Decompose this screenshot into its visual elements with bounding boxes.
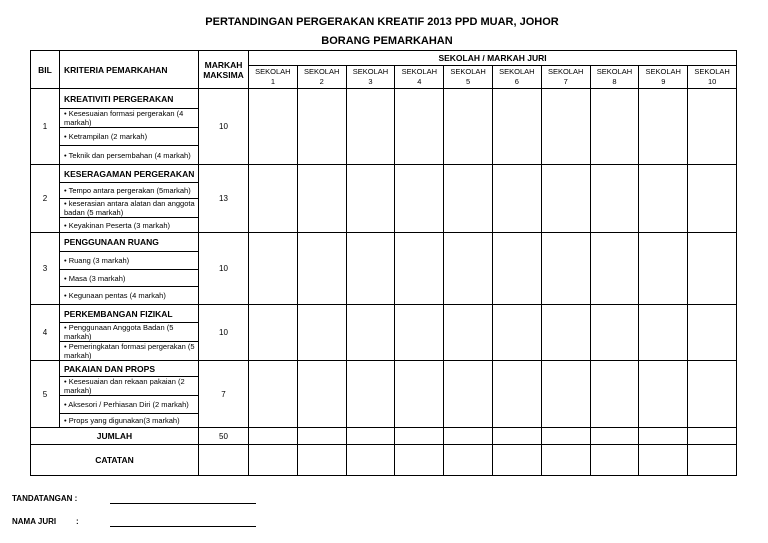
score-cell[interactable] — [688, 89, 737, 165]
score-cell[interactable] — [541, 305, 590, 361]
score-cell[interactable] — [444, 165, 493, 233]
criteria-title: KESERAGAMAN PERGERAKAN — [60, 165, 199, 183]
markah-maksima-cell: 10 — [199, 233, 249, 305]
score-cell[interactable] — [346, 361, 395, 428]
nama-juri-line[interactable] — [110, 526, 256, 527]
score-cell[interactable] — [639, 428, 688, 445]
school-header: SEKOLAH 6 — [492, 66, 541, 89]
criteria-item: • Ketrampilan (2 markah) — [60, 128, 199, 146]
school-header: SEKOLAH 5 — [444, 66, 493, 89]
header-sekolah-group: SEKOLAH / MARKAH JURI — [249, 51, 737, 66]
score-cell[interactable] — [395, 445, 444, 476]
score-cell[interactable] — [688, 428, 737, 445]
score-cell[interactable] — [297, 165, 346, 233]
criteria-title: KREATIVITI PERGERAKAN — [60, 89, 199, 109]
score-cell[interactable] — [249, 361, 298, 428]
criteria-title: PERKEMBANGAN FIZIKAL — [60, 305, 199, 323]
score-cell[interactable] — [297, 233, 346, 305]
tandatangan-line[interactable] — [110, 503, 256, 504]
score-cell[interactable] — [492, 305, 541, 361]
nama-juri-label: NAMA JURI — [12, 517, 57, 526]
score-cell[interactable] — [492, 233, 541, 305]
catatan-empty-cell — [199, 445, 249, 476]
score-cell[interactable] — [346, 89, 395, 165]
score-cell[interactable] — [395, 89, 444, 165]
score-cell[interactable] — [688, 361, 737, 428]
score-cell[interactable] — [688, 305, 737, 361]
tandatangan-row — [12, 494, 80, 503]
markah-maksima-cell: 10 — [199, 89, 249, 165]
score-cell[interactable] — [346, 233, 395, 305]
criteria-item: • Keyakinan Peserta (3 markah) — [60, 218, 199, 233]
score-cell[interactable] — [395, 428, 444, 445]
criteria-row — [31, 233, 737, 252]
criteria-item: • Teknik dan persembahan (4 markah) — [60, 146, 199, 165]
score-cell[interactable] — [444, 428, 493, 445]
school-header: SEKOLAH 8 — [590, 66, 639, 89]
form-subtitle: BORANG PEMARKAHAN — [321, 35, 453, 47]
score-cell[interactable] — [639, 89, 688, 165]
score-cell[interactable] — [249, 165, 298, 233]
score-cell[interactable] — [639, 233, 688, 305]
jumlah-label: JUMLAH — [31, 428, 199, 445]
score-cell[interactable] — [541, 89, 590, 165]
score-cell[interactable] — [590, 305, 639, 361]
score-cell[interactable] — [688, 165, 737, 233]
bil-cell: 4 — [31, 305, 60, 361]
score-cell[interactable] — [541, 233, 590, 305]
criteria-item: • Kesesuaian dan rekaan pakaian (2 markah) — [60, 377, 199, 396]
criteria-row — [31, 361, 737, 377]
score-cell[interactable] — [492, 445, 541, 476]
score-cell[interactable] — [444, 89, 493, 165]
score-cell[interactable] — [492, 428, 541, 445]
score-cell[interactable] — [297, 445, 346, 476]
score-cell[interactable] — [541, 445, 590, 476]
score-cell[interactable] — [346, 445, 395, 476]
score-cell[interactable] — [541, 165, 590, 233]
criteria-row — [31, 89, 737, 109]
markah-maksima-cell: 7 — [199, 361, 249, 428]
criteria-item: • Ruang (3 markah) — [60, 252, 199, 270]
score-cell[interactable] — [541, 361, 590, 428]
score-cell[interactable] — [590, 165, 639, 233]
score-cell[interactable] — [444, 361, 493, 428]
score-cell[interactable] — [249, 428, 298, 445]
criteria-item: • Tempo antara pergerakan (5markah) — [60, 183, 199, 199]
score-cell[interactable] — [395, 361, 444, 428]
catatan-label: CATATAN — [31, 445, 199, 476]
criteria-title: PAKAIAN DAN PROPS — [60, 361, 199, 377]
nama-juri-row — [12, 517, 79, 526]
score-cell[interactable] — [688, 445, 737, 476]
markah-maksima-cell: 13 — [199, 165, 249, 233]
criteria-item: • Pemeringkatan formasi pergerakan (5 markah) — [60, 342, 199, 361]
jumlah-row — [31, 428, 737, 445]
header-kriteria: KRITERIA PEMARKAHAN — [60, 51, 199, 89]
score-cell[interactable] — [541, 428, 590, 445]
criteria-item: • Masa (3 markah) — [60, 270, 199, 287]
score-cell[interactable] — [492, 165, 541, 233]
score-cell[interactable] — [590, 428, 639, 445]
score-cell[interactable] — [590, 233, 639, 305]
score-cell[interactable] — [639, 445, 688, 476]
bil-cell: 1 — [31, 89, 60, 165]
score-cell[interactable] — [395, 305, 444, 361]
nama-juri-colon: : — [76, 517, 79, 526]
score-cell[interactable] — [346, 165, 395, 233]
criteria-item: • Aksesori / Perhiasan Diri (2 markah) — [60, 396, 199, 414]
school-header: SEKOLAH 10 — [688, 66, 737, 89]
header-bil: BIL — [31, 51, 60, 89]
bil-cell: 2 — [31, 165, 60, 233]
criteria-item: • Kegunaan pentas (4 markah) — [60, 287, 199, 305]
school-header: SEKOLAH 9 — [639, 66, 688, 89]
score-cell[interactable] — [346, 305, 395, 361]
tandatangan-label: TANDATANGAN : — [12, 494, 78, 503]
criteria-item: • Penggunaan Anggota Badan (5 markah) — [60, 323, 199, 342]
form-title: PERTANDINGAN PERGERAKAN KREATIF 2013 PPD MUAR, JOHOR — [205, 16, 559, 28]
jumlah-value: 50 — [199, 428, 249, 445]
markah-maksima-cell: 10 — [199, 305, 249, 361]
score-cell[interactable] — [249, 89, 298, 165]
school-header: SEKOLAH 2 — [297, 66, 346, 89]
score-cell[interactable] — [346, 428, 395, 445]
criteria-title: PENGGUNAAN RUANG — [60, 233, 199, 252]
score-cell[interactable] — [639, 361, 688, 428]
score-cell[interactable] — [395, 233, 444, 305]
school-header: SEKOLAH 4 — [395, 66, 444, 89]
score-cell[interactable] — [249, 305, 298, 361]
score-cell[interactable] — [639, 305, 688, 361]
school-header: SEKOLAH 3 — [346, 66, 395, 89]
school-header: SEKOLAH 1 — [249, 66, 298, 89]
score-cell[interactable] — [590, 361, 639, 428]
bil-cell: 5 — [31, 361, 60, 428]
score-cell[interactable] — [639, 165, 688, 233]
catatan-row — [31, 445, 737, 476]
score-cell[interactable] — [297, 89, 346, 165]
score-cell[interactable] — [249, 445, 298, 476]
score-cell[interactable] — [297, 361, 346, 428]
score-cell[interactable] — [444, 305, 493, 361]
score-cell[interactable] — [249, 233, 298, 305]
score-cell[interactable] — [590, 445, 639, 476]
criteria-row — [31, 305, 737, 323]
criteria-row — [31, 165, 737, 183]
scoring-table — [30, 50, 737, 476]
score-cell[interactable] — [492, 361, 541, 428]
score-cell[interactable] — [297, 305, 346, 361]
score-cell[interactable] — [444, 233, 493, 305]
criteria-item: • Kesesuaian formasi pergerakan (4 markah) — [60, 109, 199, 128]
criteria-item: • Props yang digunakan(3 markah) — [60, 414, 199, 428]
score-cell[interactable] — [297, 428, 346, 445]
score-cell[interactable] — [444, 445, 493, 476]
score-cell[interactable] — [590, 89, 639, 165]
score-cell[interactable] — [395, 165, 444, 233]
bil-cell: 3 — [31, 233, 60, 305]
header-markah-maksima: MARKAH MAKSIMA — [199, 51, 249, 89]
school-header: SEKOLAH 7 — [541, 66, 590, 89]
score-cell[interactable] — [492, 89, 541, 165]
criteria-item: • keserasian antara alatan dan anggota badan (5 markah) — [60, 199, 199, 218]
score-cell[interactable] — [688, 233, 737, 305]
